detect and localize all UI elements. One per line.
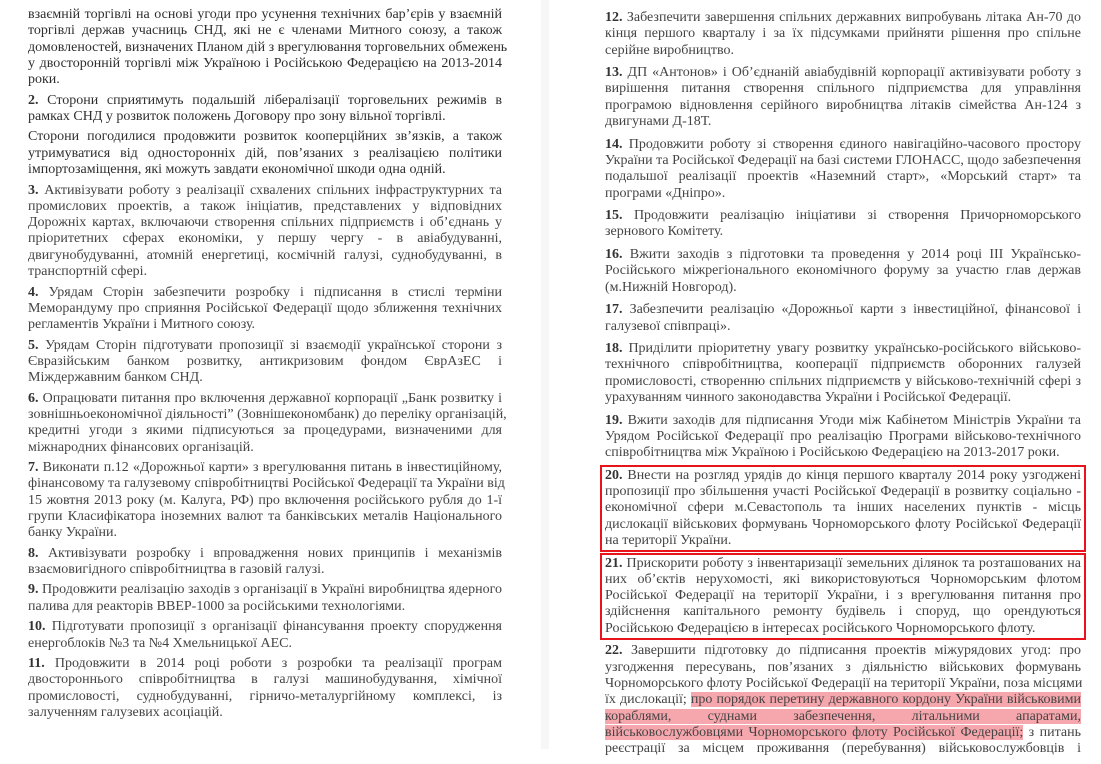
text-line	[28, 56, 502, 72]
clause-number: 20.	[605, 467, 623, 483]
text-line	[28, 129, 502, 145]
text-segment: Вжити заходів з підготовки та проведення у 2014 році ІІІ Українсько-	[629, 247, 1081, 263]
text-segment: Російського міжрегіонального економічного форуму за участю глав держав	[605, 263, 1081, 279]
text-segment: палива для реакторів ВВЕР-1000 за російськими технологіями.	[28, 598, 406, 614]
text-line	[605, 588, 1081, 604]
text-segment: енергоблоків №3 та №4 Хмельницької АЕС.	[28, 635, 292, 651]
text-line	[28, 493, 502, 509]
text-line	[605, 26, 1081, 42]
text-line	[605, 247, 1081, 263]
text-line	[28, 619, 502, 635]
text-segment: Виконати п.12 «Дорожньої карти» з врегулювання питань в інвестиційному,	[42, 460, 503, 476]
clause-paragraph	[28, 7, 508, 88]
text-line	[28, 7, 502, 23]
clause-paragraph	[605, 302, 1081, 335]
text-segment: торгівлі держав учасниць СНД, які не є членами Митного союзу, а також	[28, 23, 502, 39]
text-segment: їх дислокації;	[605, 692, 691, 708]
text-line	[28, 354, 502, 370]
text-line	[28, 338, 502, 354]
text-segment: рамках СНД у розвиток положень Договору про зону вільної торгівлі.	[28, 108, 446, 124]
text-line	[28, 391, 502, 407]
clause-number: 12.	[605, 10, 623, 25]
text-segment: домовленостей, визначених Планом дій з врегулювання торговельних обмежень	[28, 39, 508, 55]
text-segment: Продовжити реалізацію заходів з організації в Україні виробництва ядерного	[42, 582, 503, 598]
clause-number: 8.	[28, 545, 39, 561]
text-line	[605, 263, 1081, 279]
clause-number: 7.	[28, 460, 39, 476]
text-segment: України та Російської Федерації на базі системи ГЛОНАСС, щодо забезпечення	[605, 152, 1081, 168]
clause-paragraph	[28, 390, 507, 456]
text-segment: реєстрації за місцем проживання (перебування) військовослужбовців і	[605, 741, 1081, 757]
text-segment: двигунами Д-18Т.	[605, 114, 712, 130]
clause-paragraph	[28, 93, 502, 126]
text-segment: промислових проектів, а також ініціатив, представлених у відповідних	[28, 198, 502, 214]
text-line	[605, 224, 1081, 240]
clause-paragraph	[28, 129, 502, 178]
highlighted-clause-box	[603, 468, 1083, 549]
text-line	[28, 72, 502, 88]
text-column	[28, 7, 508, 725]
text-line	[28, 599, 502, 615]
text-line	[605, 390, 1081, 406]
text-segment: вирішення питання створення спільного підприємства для управління	[605, 81, 1081, 97]
clause-paragraph	[28, 546, 502, 579]
text-segment: Вжити заходів для підписання Угоди між Кабінетом Міністрів України та	[627, 412, 1081, 428]
text-line	[28, 636, 502, 652]
text-line	[28, 656, 502, 672]
text-line	[28, 199, 502, 215]
text-segment: зернового Комітету.	[605, 224, 724, 240]
text-segment: (м.Нижній Новгород).	[605, 279, 737, 295]
text-segment: регламентів України і Митного союзу.	[28, 317, 256, 333]
text-segment: дислокації військових формувань Чорноморського флоту Російської Федерації	[605, 516, 1081, 532]
text-line	[605, 741, 1081, 757]
text-line	[605, 114, 1081, 130]
text-segment: Забезпечити завершення спільних державних випробувань літака Ан-70 до	[626, 10, 1081, 25]
text-line	[605, 280, 1081, 296]
highlighted-text: військовослужбовцями Чорноморського флоту Російської Федерації;	[605, 724, 1024, 740]
text-line	[605, 186, 1081, 202]
text-line	[605, 169, 1081, 185]
text-line	[28, 423, 502, 439]
clause-number: 4.	[28, 284, 39, 300]
clause-paragraph	[605, 247, 1081, 296]
clause-number: 17.	[605, 302, 623, 318]
text-line	[605, 468, 1081, 484]
text-segment: Забезпечити реалізацію «Дорожньої карти з інвестиційної, фінансової і	[629, 302, 1081, 318]
text-segment: взаємній торгівлі на основі угоди про усунення технічних бар’єрів у взаємній	[28, 7, 502, 22]
text-line	[605, 500, 1081, 516]
text-segment: міжнародних фінансових організацій.	[28, 439, 254, 455]
text-line	[28, 705, 502, 721]
text-line	[605, 556, 1081, 572]
text-line	[605, 65, 1081, 81]
clause-paragraph	[605, 413, 1081, 462]
text-segment: двигунобудуванні, атомній енергетиці, космічній галузі, суднобудуванні, в	[28, 247, 502, 263]
text-segment: співробітництва між Україною і Російською Федерацією на 2013-2017 роки.	[605, 445, 1060, 461]
text-segment: транспортній сфері.	[28, 264, 148, 280]
text-segment: взаємовигідного співробітництва в газовій галузі.	[28, 562, 325, 577]
text-segment: кінця першого кварталу і за їх підсумками прийняти рішення про спільне	[605, 26, 1081, 42]
text-line	[605, 153, 1081, 169]
clause-number: 11.	[28, 656, 45, 672]
text-segment: зовнішньоекономічної діяльності” (Зовнішекономбанк) до переліку організацій,	[28, 406, 507, 422]
clause-number: 13.	[605, 65, 623, 81]
text-line	[28, 39, 508, 56]
text-segment: Продовжити роботу зі створення єдиного навігаційно-часового простору	[628, 136, 1081, 152]
text-line	[605, 709, 1081, 725]
text-line	[605, 692, 1081, 708]
text-line	[28, 476, 505, 492]
text-line	[28, 582, 502, 598]
text-segment: програми «Дніпро».	[605, 185, 726, 201]
text-line	[605, 445, 1081, 461]
text-segment: Російської Федерації на території України, і з врегулювання питання про	[605, 588, 1081, 604]
text-segment: Прискорити роботу з інвентаризації земельних ділянок та розташованих на	[626, 555, 1082, 571]
clause-number: 3.	[28, 182, 39, 198]
document-page-right	[549, 0, 1101, 757]
text-line	[28, 248, 502, 264]
text-segment: Урядам Сторін забезпечити розробку і підписання в стислі терміни	[48, 284, 503, 300]
text-segment: банку України.	[28, 525, 118, 541]
text-line	[28, 525, 502, 541]
text-segment: економічної сфери м.Севастополь та інших населених пунктів - місць	[605, 500, 1081, 516]
text-segment: Активізувати роботу з реалізації схвалених спільних інфраструктурних та	[44, 182, 502, 198]
text-segment: Чорноморського флоту Російської Федерації на території України, поза місцями	[605, 675, 1083, 691]
text-segment: пріоритетних сферах економіки, у першу чергу - в авіабудуванні,	[28, 231, 502, 247]
text-segment: Опрацювати питання про включення державної корпорації „Банк розвитку і	[42, 390, 503, 406]
text-segment: Євразійським банком розвитку, антикризовим фондом ЄврАзЕС і	[28, 353, 502, 369]
text-line	[28, 215, 502, 231]
text-segment: серійне виробництво.	[605, 42, 735, 58]
clause-paragraph	[28, 285, 502, 334]
text-line	[605, 643, 1081, 659]
text-line	[28, 509, 502, 525]
text-line	[605, 98, 1081, 114]
text-segment: кредитні угоди з якими підписуються за процедурами, визначеними для	[28, 423, 502, 439]
text-segment: узгодження пересувань, пов’язаних з діяльністю військових формувань	[605, 659, 1081, 675]
text-segment: утримуватися від односторонніх дій, пов’язаних з реалізацією політики	[28, 145, 502, 161]
text-segment: Урядам Сторін підготувати пропозиції зі взаємодії української сторони з	[45, 337, 502, 353]
highlighted-text: про порядок перетину державного кордону України військовими	[690, 692, 1081, 708]
text-segment: технічного співробітництва, кооперації підприємств оборонних галузей	[605, 357, 1081, 373]
text-line	[28, 146, 502, 162]
clause-number: 14.	[605, 136, 623, 152]
clause-paragraph	[605, 341, 1081, 406]
text-segment: промисловості, суднобудуванні, гірничо-металургійному комплексі, із	[28, 688, 502, 704]
clause-paragraph	[28, 582, 502, 615]
text-segment: промисловості, створенню спільних підприємств у військово-технічній сфері з	[605, 373, 1081, 389]
text-line	[28, 370, 502, 386]
text-segment: Внести на розгляд урядів до кінця першого кварталу 2014 року узгоджені	[627, 467, 1081, 483]
text-line	[28, 162, 502, 178]
text-line	[28, 546, 502, 562]
text-segment: Продовжити реалізацію ініціативи зі створення Причорноморського	[633, 208, 1082, 224]
text-line	[28, 23, 502, 39]
clause-paragraph	[28, 460, 505, 541]
text-line	[605, 302, 1081, 318]
text-segment: залученням галузевих асоціацій.	[28, 704, 223, 720]
clause-paragraph	[605, 643, 1081, 757]
text-line	[28, 264, 502, 280]
text-line	[605, 621, 1081, 637]
text-segment: подальшої реалізації проектів «Наземний старт», «Морський старт» та	[605, 169, 1081, 185]
clause-paragraph	[28, 338, 502, 387]
text-segment: Міждержавним банком СНД.	[28, 370, 203, 386]
text-segment: ДП «Антонов» і Об’єднаній авіабудівній корпорації активізувати роботу з	[627, 65, 1082, 81]
text-column	[605, 10, 1081, 764]
text-segment: фінансовому та галузевому співробітництві Російської Федерації та України від	[28, 476, 505, 492]
clause-paragraph	[605, 208, 1081, 241]
text-line	[605, 604, 1081, 620]
text-line	[28, 562, 502, 578]
clause-number: 16.	[605, 247, 623, 263]
text-segment: Меморандуму про сприяння Російської Федерації щодо зближення технічних	[28, 300, 502, 316]
text-segment: імпортозаміщення, які можуть завдати економічної шкоди одна одній.	[28, 162, 446, 178]
text-line	[605, 319, 1081, 335]
text-line	[605, 660, 1081, 676]
text-segment: двостороннього співробітництва в галузі машинобудування, хімічної	[28, 672, 502, 688]
text-line	[28, 231, 502, 247]
text-segment: 15 жовтня 2013 року (м. Калуга, РФ) про включення російського рубля до 1-ї	[28, 492, 502, 508]
text-segment: Дорожніх картах, включаючи створення спільних підприємств і об’єднань у	[28, 215, 502, 231]
clause-paragraph	[605, 65, 1081, 130]
text-line	[28, 440, 502, 456]
text-line	[28, 301, 502, 317]
text-line	[605, 533, 1081, 549]
clause-number: 5.	[28, 337, 39, 353]
text-line	[28, 317, 502, 333]
text-line	[605, 517, 1081, 533]
text-line	[605, 572, 1081, 588]
text-line	[605, 725, 1081, 741]
clause-paragraph	[605, 137, 1081, 202]
text-segment: галузевої співпраці».	[605, 318, 731, 334]
text-line	[605, 10, 1081, 26]
text-segment: Урядом Російської Федерації про реалізацію Програми військово-технічного	[605, 428, 1081, 444]
text-line	[28, 109, 502, 125]
text-line	[605, 357, 1081, 373]
clause-number: 2.	[28, 92, 39, 108]
text-line	[28, 672, 502, 688]
text-segment: пропозиції про збільшення участі Російської Федерації в розвитку соціально -	[605, 484, 1081, 500]
text-line	[28, 93, 502, 109]
clause-number: 15.	[605, 208, 623, 224]
text-segment: з питань	[1023, 724, 1081, 740]
clause-number: 21.	[605, 555, 623, 571]
text-segment: здійснення капітального ремонту будівель і споруд, що орендуються	[605, 604, 1081, 620]
text-segment: роки.	[28, 72, 60, 88]
text-line	[605, 676, 1081, 692]
text-line	[605, 413, 1081, 429]
clause-paragraph	[28, 656, 502, 721]
text-segment: Активізувати розробку і впровадження нових принципів і механізмів	[47, 545, 503, 561]
text-segment: урахуванням чинного законодавства України і Російської Федерації.	[605, 390, 1012, 406]
text-segment: програмою відновлення серійного виробництва літаків сімейства Ан-124 з	[605, 97, 1081, 113]
text-line	[605, 208, 1081, 224]
text-line	[605, 429, 1081, 445]
text-line	[605, 81, 1081, 97]
clause-number: 18.	[605, 341, 623, 357]
text-segment: них об’єктів нерухомості, які використовуються Чорноморським флотом	[605, 571, 1081, 587]
clause-paragraph	[28, 619, 502, 652]
text-segment: у двосторонній торгівлі між Україною і Російською Федерацією на 2013-2014	[28, 55, 502, 71]
text-segment: групи Класифікатора іноземних валют та банківських металів Національного	[28, 508, 502, 524]
text-segment: Російською Федерацією в інтересах російського Чорноморського флоту.	[605, 620, 1036, 636]
text-line	[28, 689, 502, 705]
clause-number: 9.	[28, 582, 39, 598]
text-line	[605, 374, 1081, 390]
clause-number: 19.	[605, 412, 623, 428]
text-line	[28, 460, 502, 476]
page-gutter	[541, 0, 549, 749]
text-line	[28, 406, 507, 423]
clause-number: 6.	[28, 390, 39, 406]
text-segment: Приділити пріоритетну увагу розвитку українсько-російського військово-	[628, 341, 1081, 357]
document-page-left	[0, 0, 541, 749]
clause-number: 10.	[28, 619, 46, 635]
highlighted-text: кораблями, суднами забезпечення, літальними апаратами,	[605, 708, 1081, 724]
clause-number: 22.	[605, 643, 623, 659]
text-segment: Продовжити в 2014 році роботи з розробки та реалізації програм	[54, 656, 502, 672]
text-segment: Підготувати пропозиції з організації фінансування проекту спорудження	[51, 619, 502, 635]
text-line	[605, 341, 1081, 357]
text-line	[28, 183, 502, 199]
text-line	[605, 137, 1081, 153]
text-segment: на території України.	[605, 532, 732, 548]
text-segment: Сторони погодилися продовжити розвиток кооперційних зв’язків, а також	[28, 129, 502, 145]
text-line	[605, 43, 1081, 59]
text-segment: Сторони сприятимуть подальшій лібералізації торговельних режимів в	[47, 92, 502, 108]
text-line	[28, 285, 502, 301]
highlighted-clause-box	[603, 556, 1083, 637]
clause-paragraph	[605, 10, 1081, 59]
text-line	[605, 484, 1081, 500]
clause-paragraph	[28, 183, 502, 281]
text-segment: Завершити підготовку до підписання проектів міжурядових угод: про	[630, 643, 1082, 659]
